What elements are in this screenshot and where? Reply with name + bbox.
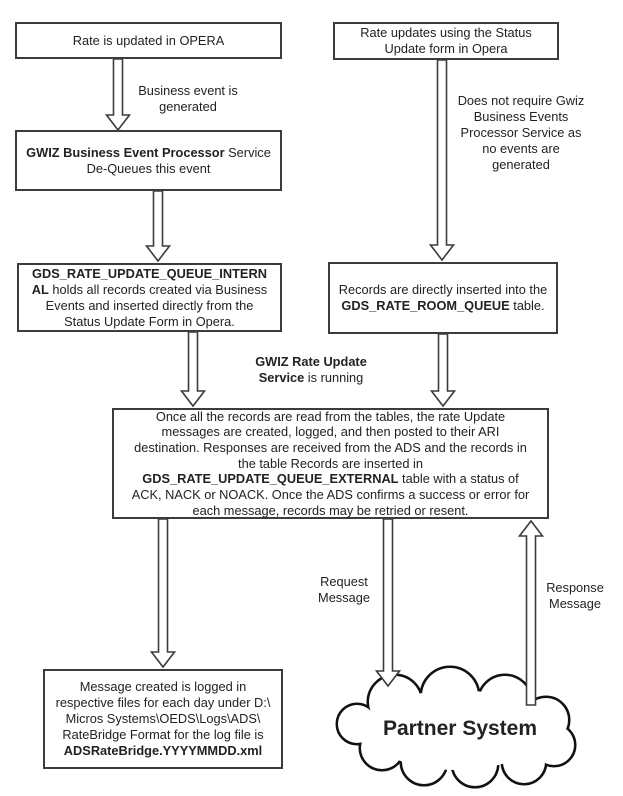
label-response-message: Response Message (546, 580, 604, 611)
box-gwiz-event-processor: GWIZ Business Event Processor Service De-Queues this event (15, 130, 282, 191)
arrow-processing-to-log (152, 519, 175, 667)
arrow-gwiz-to-internal-queue (147, 191, 170, 261)
box-gds-rate-room-queue: Records are directly inserted into the GDS_RATE_ROOM_QUEUE table. (328, 262, 558, 334)
label-business-event-generated: Business event is generated (138, 83, 238, 114)
box-status-update-form: Rate updates using the Status Update form in Opera (333, 22, 559, 60)
box-gds-rate-update-queue-internal: GDS_RATE_UPDATE_QUEUE_INTERN AL holds all records created via Business Events and inserted directly from the Status Update Form in Opera. (17, 263, 282, 332)
arrow-internal-queue-to-processing (182, 332, 205, 406)
box-log-file: Message created is logged in respective files for each day under D:\ Micros Systems\OEDS\Logs\ADS\ RateBridge Format for the log file is ADSRateBridge.YYYYMMDD.xml (43, 669, 283, 769)
arrow-response-from-partner (520, 521, 543, 705)
label-no-events-generated: Does not require Gwiz Business Events Processor Service as no events are generated (457, 93, 585, 172)
arrow-room-queue-to-processing (432, 334, 455, 406)
label-gwiz-rate-update-service: GWIZ Rate Update Service is running (255, 354, 367, 385)
partner-system-label: Partner System (382, 717, 538, 740)
box-rate-update-processing: Once all the records are read from the tables, the rate Update messages are created, logged, and then posted to their ARI destination. Responses are received from the ADS and the records in the table Records are inserted in GDS_RATE_UPDATE_QUEUE_EXTERNAL table with a status of ACK, NACK or NOACK. Once the ADS confirms a success or error for each message, records may be retried or resent. (112, 408, 549, 519)
label-request-message: Request Message (318, 574, 370, 605)
box-rate-updated-opera: Rate is updated in OPERA (15, 22, 282, 59)
